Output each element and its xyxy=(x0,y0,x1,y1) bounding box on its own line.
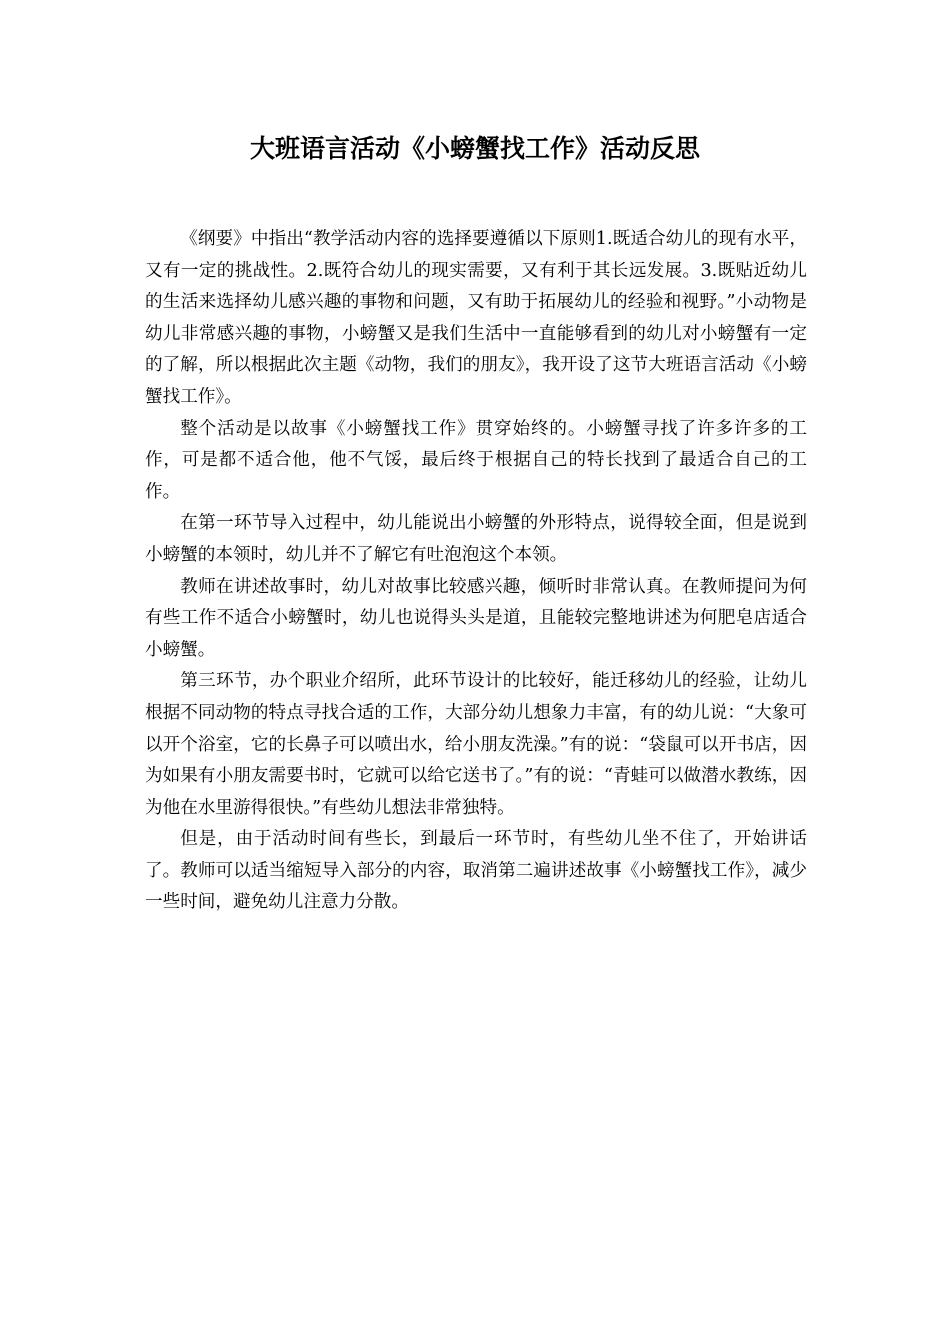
paragraph-1: 《纲要》中指出“教学活动内容的选择要遵循以下原则1.既适合幼儿的现有水平，又有一定的挑战性。2.既符合幼儿的现实需要，又有利于其长远发展。3.既贴近幼儿的生活来选择幼儿感兴趣的事物和问题，又有助于拓展幼儿的经验和视野。”小动物是幼儿非常感兴趣的事物，小螃蟹又是我们生活中一直能够看到的幼儿对小螃蟹有一定的了解，所以根据此次主题《动物，我们的朋友》，我开设了这节大班语言活动《小螃蟹找工作》。 xyxy=(145,229,807,407)
paragraph-4: 教师在讲述故事时，幼儿对故事比较感兴趣，倾听时非常认真。在教师提问为何有些工作不适合小螃蟹时，幼儿也说得头头是道，且能较完整地讲述为何肥皂店适合小螃蟹。 xyxy=(145,576,807,660)
document-title: 大班语言活动《小螃蟹找工作》活动反思 xyxy=(249,134,700,163)
paragraph-3: 在第一环节导入过程中，幼儿能说出小螃蟹的外形特点，说得较全面，但是说到小螃蟹的本领时，幼儿并不了解它有吐泡泡这个本领。 xyxy=(145,513,807,565)
paragraph-6: 但是，由于活动时间有些长，到最后一环节时，有些幼儿坐不住了，开始讲话了。教师可以适当缩短导入部分的内容，取消第二遍讲述故事《小螃蟹找工作》，减少一些时间，避免幼儿注意力分散。 xyxy=(145,829,807,913)
document-body xyxy=(145,224,807,919)
paragraph-2: 整个活动是以故事《小螃蟹找工作》贯穿始终的。小螃蟹寻找了许多许多的工作，可是都不适合他，他不气馁，最后终于根据自己的特长找到了最适合自己的工作。 xyxy=(145,418,807,502)
paragraph-5: 第三环节，办个职业介绍所，此环节设计的比较好，能迁移幼儿的经验，让幼儿根据不同动物的特点寻找合适的工作，大部分幼儿想象力丰富，有的幼儿说：“大象可以开个浴室，它的长鼻子可以喷出水，给小朋友洗澡。”有的说：“袋鼠可以开书店，因为如果有小朋友需要书时，它就可以给它送书了。”有的说：“青蛙可以做潜水教练，因为他在水里游得很快。”有些幼儿想法非常独特。 xyxy=(145,671,807,818)
